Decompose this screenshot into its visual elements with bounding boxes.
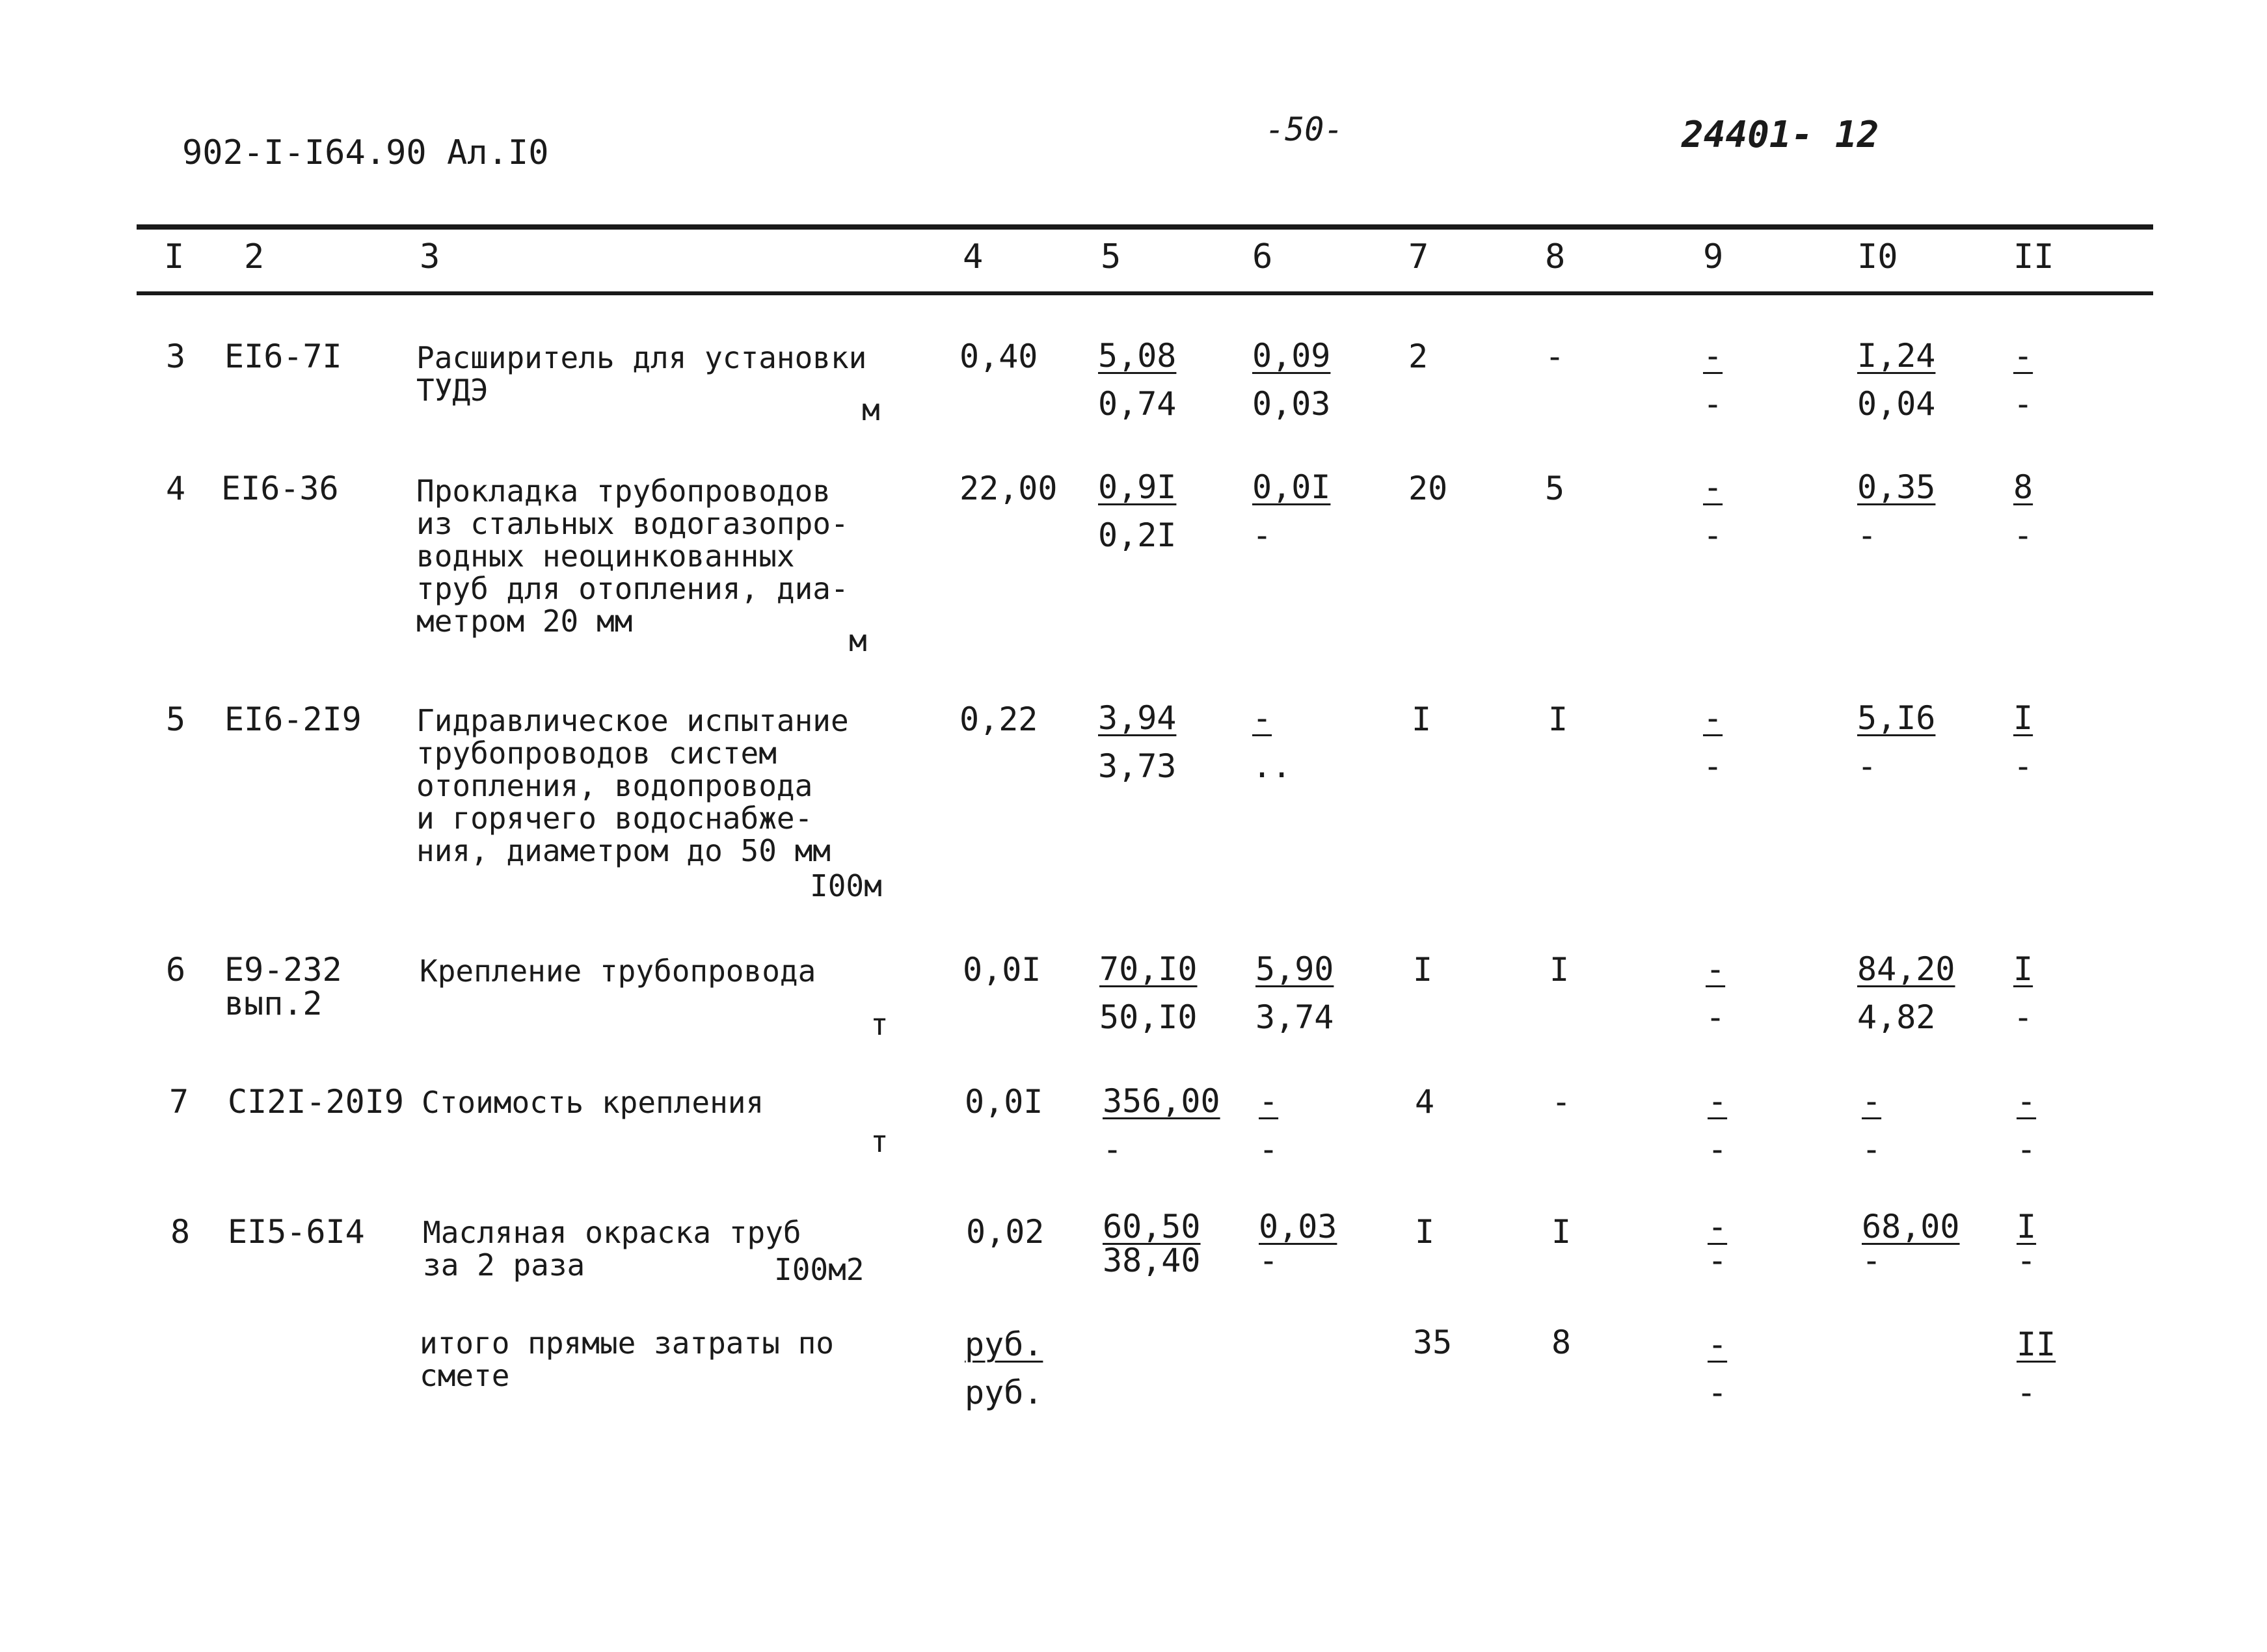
row-number: 8 bbox=[170, 1213, 191, 1251]
column-header-9: 9 bbox=[1703, 237, 1724, 276]
unit-cost-wages: - bbox=[1103, 1130, 1123, 1168]
col10-top: I,24 bbox=[1857, 337, 1936, 375]
total-col11-fraction bbox=[2017, 1320, 2056, 1417]
col10-fraction bbox=[1862, 1210, 1960, 1277]
machine-cost-fraction bbox=[1252, 332, 1330, 428]
unit-cost-total: 70,I0 bbox=[1099, 950, 1198, 988]
col11-top: I bbox=[2013, 699, 2033, 737]
col10-bottom: - bbox=[1857, 747, 1877, 785]
column-header-3: 3 bbox=[420, 237, 440, 276]
unit-cost-wages: 3,73 bbox=[1098, 747, 1177, 785]
unit-cost-fraction bbox=[1099, 945, 1198, 1041]
quantity: 0,40 bbox=[959, 338, 1038, 375]
row-number: 7 bbox=[169, 1083, 189, 1121]
machine-cost-wages: 3,74 bbox=[1255, 998, 1334, 1036]
column-header-1: I bbox=[164, 237, 185, 276]
unit-of-measure: I00м bbox=[810, 868, 882, 903]
table-header-rule bbox=[137, 291, 2153, 295]
col10-bottom: - bbox=[1862, 1130, 1882, 1168]
column-header-5: 5 bbox=[1101, 237, 1121, 276]
col9-bottom: - bbox=[1708, 1242, 1728, 1279]
col11-fraction bbox=[2017, 1210, 2036, 1277]
machine-cost-total: - bbox=[1252, 699, 1272, 737]
col7-value: 20 bbox=[1408, 470, 1448, 507]
quantity: 22,00 bbox=[959, 470, 1058, 507]
machine-cost-total: 0,0I bbox=[1252, 468, 1331, 506]
unit-cost-fraction bbox=[1098, 463, 1176, 559]
unit-of-measure: м bbox=[849, 623, 867, 658]
col7-value: 2 bbox=[1408, 338, 1429, 375]
unit-cost-total: 356,00 bbox=[1103, 1082, 1220, 1120]
quantity: 0,22 bbox=[959, 700, 1038, 738]
col9-fraction bbox=[1703, 463, 1723, 559]
row-number: 4 bbox=[166, 470, 186, 507]
machine-cost-wages: - bbox=[1259, 1242, 1279, 1279]
unit-cost-wages: 50,I0 bbox=[1099, 998, 1198, 1036]
machine-cost-total: 0,09 bbox=[1252, 337, 1331, 375]
work-description: Масляная окраска труб за 2 раза bbox=[423, 1215, 801, 1283]
machine-cost-fraction bbox=[1259, 1210, 1337, 1277]
machine-cost-fraction bbox=[1252, 694, 1291, 790]
col10-top: 68,00 bbox=[1862, 1208, 1960, 1246]
col9-bottom: - bbox=[1703, 747, 1723, 785]
machine-cost-total: 0,03 bbox=[1259, 1208, 1337, 1246]
machine-cost-total: 5,90 bbox=[1255, 950, 1334, 988]
unit-cost-total: 0,9I bbox=[1098, 468, 1177, 506]
col10-bottom: - bbox=[1862, 1242, 1882, 1279]
col10-top: 5,I6 bbox=[1857, 699, 1936, 737]
col11-fraction bbox=[2013, 463, 2033, 559]
col7-value: I bbox=[1415, 1213, 1435, 1251]
col11-bottom: - bbox=[2013, 385, 2033, 423]
col11-fraction bbox=[2013, 694, 2033, 790]
machine-cost-total: - bbox=[1259, 1082, 1279, 1120]
col8-value: I bbox=[1549, 951, 1570, 989]
col11-top: I bbox=[2017, 1208, 2037, 1246]
unit-cost-total: 60,50 bbox=[1103, 1208, 1201, 1246]
machine-cost-fraction bbox=[1252, 463, 1330, 559]
unit-cost-wages: 0,2I bbox=[1098, 516, 1177, 554]
col10-top: - bbox=[1862, 1082, 1882, 1120]
total-col9-fraction bbox=[1708, 1320, 1727, 1417]
quantity: 0,0I bbox=[963, 951, 1041, 989]
unit-cost-wages: 0,74 bbox=[1098, 385, 1177, 423]
col7-value: I bbox=[1412, 700, 1432, 738]
column-header-4: 4 bbox=[963, 237, 984, 276]
quantity: 0,0I bbox=[965, 1083, 1043, 1121]
col7-value: I bbox=[1413, 951, 1433, 989]
col11-top: - bbox=[2017, 1082, 2037, 1120]
col10-fraction bbox=[1857, 945, 1955, 1041]
col11-fraction bbox=[2017, 1077, 2036, 1173]
col11-top: 8 bbox=[2013, 468, 2033, 506]
col9-top: - bbox=[1703, 699, 1723, 737]
col9-bottom: - bbox=[1706, 998, 1726, 1036]
total-currency-top: руб. bbox=[965, 1326, 1043, 1363]
total-col8: 8 bbox=[1551, 1324, 1572, 1361]
machine-cost-fraction bbox=[1255, 945, 1334, 1041]
work-description: Прокладка трубопроводов из стальных водогазопро- водных неоцинкованных труб для отопления, диа- метром 20 мм bbox=[416, 473, 849, 639]
col11-bottom: - bbox=[2017, 1242, 2037, 1279]
document-reference: 902-I-I64.90 Ал.I0 bbox=[182, 133, 549, 172]
column-header-10: I0 bbox=[1857, 237, 1898, 276]
col7-value: 4 bbox=[1415, 1083, 1435, 1121]
unit-cost-wages: 38,40 bbox=[1103, 1242, 1201, 1279]
total-col11-top: II bbox=[2017, 1326, 2056, 1363]
unit-of-measure: т bbox=[870, 1124, 889, 1159]
total-currency-bottom: руб. bbox=[965, 1374, 1043, 1411]
col10-bottom: 4,82 bbox=[1857, 998, 1936, 1036]
col10-fraction bbox=[1857, 694, 1935, 790]
rate-code: E9-232 вып.2 bbox=[224, 951, 342, 1022]
col9-bottom: - bbox=[1708, 1130, 1728, 1168]
machine-cost-wages: - bbox=[1252, 516, 1272, 554]
col9-fraction bbox=[1706, 945, 1725, 1041]
machine-cost-wages: - bbox=[1259, 1130, 1279, 1168]
col9-fraction bbox=[1708, 1077, 1727, 1173]
total-description: итого прямые затраты по смете bbox=[420, 1326, 834, 1393]
unit-cost-fraction bbox=[1103, 1077, 1220, 1173]
rate-code: EI6-7I bbox=[224, 338, 342, 375]
work-description: Стоимость крепления bbox=[422, 1085, 764, 1120]
col11-bottom: - bbox=[2013, 516, 2033, 554]
page-number: -50- bbox=[1265, 111, 1344, 148]
rate-code: EI6-2I9 bbox=[224, 700, 362, 738]
column-header-2: 2 bbox=[244, 237, 265, 276]
col10-top: 84,20 bbox=[1857, 950, 1955, 988]
work-description: Гидравлическое испытание трубопроводов систем отопления, водопровода и горячего водоснабже- ния, диаметром до 50 мм bbox=[416, 703, 849, 868]
table-top-rule bbox=[137, 224, 2153, 230]
col9-fraction bbox=[1703, 694, 1723, 790]
unit-cost-fraction bbox=[1103, 1210, 1201, 1277]
unit-cost-total: 3,94 bbox=[1098, 699, 1177, 737]
unit-of-measure: м bbox=[862, 392, 880, 427]
rate-code: EI5-6I4 bbox=[228, 1213, 365, 1251]
row-number: 3 bbox=[166, 338, 186, 375]
col9-top: - bbox=[1708, 1082, 1728, 1120]
unit-of-measure: т bbox=[870, 1007, 889, 1042]
col8-value: I bbox=[1551, 1213, 1572, 1251]
col8-value: - bbox=[1545, 338, 1565, 375]
col10-bottom: - bbox=[1857, 516, 1877, 554]
project-code: 24401- 12 bbox=[1682, 114, 1879, 156]
unit-cost-fraction bbox=[1098, 694, 1176, 790]
machine-cost-wages: 0,03 bbox=[1252, 385, 1331, 423]
col9-top: - bbox=[1708, 1208, 1728, 1246]
unit-of-measure: I00м2 bbox=[774, 1252, 865, 1287]
column-header-6: 6 bbox=[1252, 237, 1273, 276]
row-number: 6 bbox=[166, 951, 186, 989]
work-description: Расширитель для установки ТУДЭ bbox=[416, 340, 867, 408]
col11-top: - bbox=[2013, 337, 2033, 375]
machine-cost-wages: .. bbox=[1252, 747, 1292, 785]
total-col7: 35 bbox=[1413, 1324, 1453, 1361]
col11-bottom: - bbox=[2017, 1130, 2037, 1168]
rate-code: EI6-36 bbox=[221, 470, 339, 507]
quantity: 0,02 bbox=[966, 1213, 1045, 1251]
col9-bottom: - bbox=[1703, 516, 1723, 554]
col10-fraction bbox=[1862, 1077, 1881, 1173]
col8-value: 5 bbox=[1545, 470, 1565, 507]
total-currency bbox=[965, 1320, 1043, 1417]
col9-bottom: - bbox=[1703, 385, 1723, 423]
column-header-7: 7 bbox=[1408, 237, 1429, 276]
col11-bottom: - bbox=[2013, 998, 2033, 1036]
col9-fraction bbox=[1708, 1210, 1727, 1277]
work-description: Крепление трубопровода bbox=[420, 953, 816, 989]
column-header-8: 8 bbox=[1545, 237, 1566, 276]
col10-top: 0,35 bbox=[1857, 468, 1936, 506]
col9-top: - bbox=[1706, 950, 1726, 988]
col11-fraction bbox=[2013, 945, 2033, 1041]
unit-cost-total: 5,08 bbox=[1098, 337, 1177, 375]
col9-fraction bbox=[1703, 332, 1723, 428]
col9-top: - bbox=[1703, 337, 1723, 375]
total-col11-bottom: - bbox=[2017, 1374, 2037, 1411]
column-header-11: II bbox=[2013, 237, 2054, 276]
col11-fraction bbox=[2013, 332, 2033, 428]
col11-bottom: - bbox=[2013, 747, 2033, 785]
rate-code: CI2I-20I9 bbox=[228, 1083, 404, 1121]
row-number: 5 bbox=[166, 700, 186, 738]
total-col9-top: - bbox=[1708, 1326, 1728, 1363]
col10-fraction bbox=[1857, 332, 1935, 428]
col8-value: I bbox=[1548, 700, 1568, 738]
unit-cost-fraction bbox=[1098, 332, 1176, 428]
col10-bottom: 0,04 bbox=[1857, 385, 1936, 423]
col11-top: I bbox=[2013, 950, 2033, 988]
total-col9-bottom: - bbox=[1708, 1374, 1728, 1411]
col8-value: - bbox=[1551, 1083, 1572, 1121]
col10-fraction bbox=[1857, 463, 1935, 559]
machine-cost-fraction bbox=[1259, 1077, 1278, 1173]
col9-top: - bbox=[1703, 468, 1723, 506]
